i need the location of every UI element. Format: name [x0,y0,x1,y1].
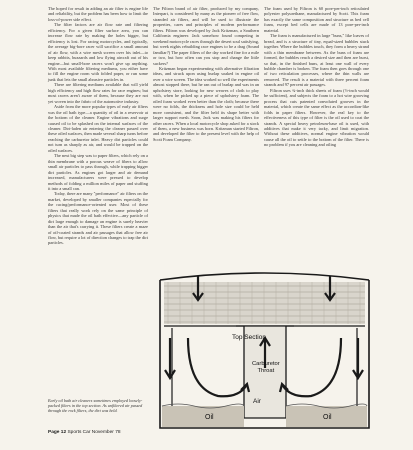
page-footer [48,430,158,435]
carburetor-label-line2: Throat [257,367,275,374]
article-column-3 [264,6,369,148]
paragraph: Today, there are many "performance" air filters on the market, developed by smaller companies especially for the racing/performance-oriented user. Most of these filters that really work rely on the same principle of physics that made the oil bath effective—any particle of dirt large enough to damage an engine is surely heavier than the air that's carrying it. These filters create a maze of oil-coated strands and air passages that allow free air flow, but require a lot of direction changes to trap the dirt particles. [48,191,148,246]
oil-bath-air-cleaner-illustration [158,268,371,436]
oil-left-label: Oil [205,414,214,421]
paragraph: The foam used by Filtron is 60 pore-per-inch reticulated polyester polyurethane, manufactured by Scott. This foam has exactly the same composition and structure as bed cell foam, except bed cells are made of 13 pore-per-inch material. [264,6,369,33]
page-number: Page 12 [48,430,67,435]
paragraph: The next big step was to paper filters, which rely on a thin membrane with a porous weave of fibers to allow small air particles to pass through, while trapping bigger dirt particles. As engines got larger and air demand increased, manufacturers were pressed to develop methods of folding a million miles of paper and stuffing it into a small can. [48,153,148,191]
paragraph: Filtron uses ¾-inch thick sheets of foam (½-inch would be sufficient), and subjects the foam to a hot wire grooving process that cuts patented convoluted grooves in the material, which create the same effect as the accordion-like folds in paper filters. However, the real key to the effectiveness of this type of filter is the oil used to coat the strands. A special heavy petroleum-base oil is used, with additives that make it very tacky, and limit migration. Without these additives, normal engine vibration would cause all the oil to settle to the bottom of the filter. There is no problem if you are cleaning and oiling [264,87,369,148]
paragraph: The foam is manufactured in large "buns," like loaves of bread, and is a structure of tiny, equal-sized bubbles stuck together. Where the bubbles touch, they form a heavy strand with a thin membrane between. As the buns of foam are formed, the bubbles reach a desired size and then are burst, so that, in the finished buns, at least one wall of every bubble chamber is broken. The foam then goes through one of two reticulation processes, where the thin walls are removed. The result is a material with three percent foam strands and 97 percent air passages. [264,33,369,88]
paragraph: There are filtering mediums available that will yield high efficiency and high flow rates for race engines; but most racers aren't aware of them, because they are not yet woven into the fabric of the automotive industry. [48,82,148,104]
oil-right-label: Oil [323,414,332,421]
article-column-2 [153,6,259,142]
paragraph: The hoped for result in adding an air filter is engine life and reliability, but the problem has been how to limit the loss-of-power side effect. [48,6,148,22]
air-label: Air [253,398,261,405]
paragraph: The filter factors are air flow rate and filtering efficiency. For a given filter surface area, you can increase flow rate by making the holes bigger, but efficiency is lost. For racing motorcycles, and typically, the average big-bore racer will sacrifice a small amount of air flow, with a wire mesh screen over his inlet—to keep rabbits, buzzards and low flying aircraft out of his engine—but small-bore racers won't give up anything. With most available filtering mediums, you either have to fill the engine room with folded paper, or run some junk that lets the small abrasive particles in. [48,22,148,82]
paragraph: The Filtron brand of air filter, produced by my company, Interpart, is considered by many as the pioneer of free flow, stranded air filters, and will be used to illustrate the properties, cares and principles of modern performance filters. Filtron was developed by Jack Kritzman, a Southern California engineer. Jack somehow found competing in weekend motorcycle races through the desert soul satisfying, but week nights rebuilding race engines to be a drag (Sound familiar?) The paper filters of the day worked fine for a mile or two, but how often can you stop and change the little suckers? [153,6,259,66]
article-column-1 [48,6,148,246]
paragraph: Aside from the more popular types of early air filters was the oil bath type—a quantity of oil in a reservoir at the bottom of the cleaner. Engine vibrations and surge caused oil to be splashed on the internal surfaces of the cleaner. Dirt-laden air entering the cleaner passed over these oiled surfaces, then made several sharp turns before reaching the carburetor inlet. Heavy dirt particles could not turn as sharply as air, and would be trapped on the oiled surfaces. [48,104,148,153]
top-section-filter [164,282,365,324]
carburetor-throat-label [252,361,280,374]
figure-caption: Early oil bath air cleaners sometimes employed loosely-packed filters in the top section. As unfiltered air passed through the rock filters, the dirt was held. [48,398,143,414]
top-section-label: Top Section [232,334,266,341]
publication-name: Sports Car November 78 [67,430,121,435]
paragraph: Kritzman began experimenting with alternative filtration ideas, and struck upon using burlap soaked in engine oil over a wire screen. The idea worked so well the experiments almost stopped there, but he ran out of burlap and was in an upholstery store, looking for new weaves of cloth to play with, when he picked up a piece of upholstery foam. The oiled foam worked even better than the cloth; because there were no folds, the thickness and hole size could be held more consistent, and the filter held its shape better with larger support mesh. Soon, Jack was making his filters for other racers. When a local motorcycle shop asked for a stock of them, a new business was born. Kritzman started Filtron, and developed the filter to the present level with the help of Scott Foam Company. [153,65,259,142]
carburetor-label-line1: Carburetor [252,361,280,367]
